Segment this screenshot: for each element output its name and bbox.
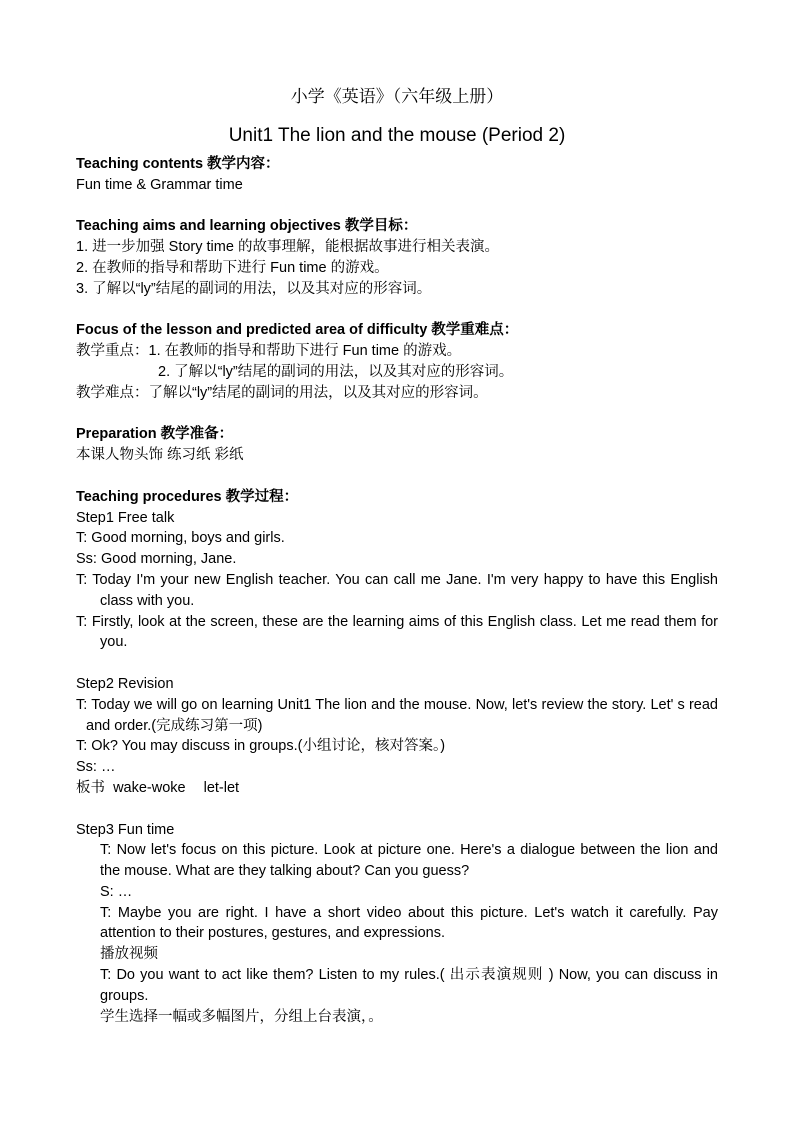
preparation-heading: Preparation 教学准备： [76, 426, 234, 443]
focus-difficulty: 教学难点：了解以“ly”结尾的副词的用法，以及其对应的形容词。 [76, 384, 488, 401]
contents-text: Fun time & Grammar time [76, 176, 243, 193]
subject-title: 小学《英语》（六年级上册） [290, 87, 504, 106]
board-item: wake-woke [113, 779, 186, 796]
aims-item: 1. 进一步加强 Story time 的故事理解，能根据故事进行相关表演。 [76, 239, 499, 256]
preparation-text: 本课人物头饰 练习纸 彩纸 [76, 447, 244, 464]
aims-item: 3. 了解以“ly”结尾的副词的用法，以及其对应的形容词。 [76, 280, 432, 297]
dialogue-line: T: Today I'm your new English teacher. You can call me Jane. I'm very happy to have this English class with you. [76, 571, 718, 609]
dialogue-line: 播放视频 [100, 946, 158, 963]
step3-title: Step3 Fun time [76, 821, 175, 838]
dialogue-line: T: Now let's focus on this picture. Look at picture one. Here's a dialogue between the lion and the mouse. What are they talking about? Can you guess? [100, 842, 718, 880]
aims-item: 2. 在教师的指导和帮助下进行 Fun time 的游戏。 [76, 259, 389, 276]
dialogue-line: S: … [100, 883, 133, 900]
step2-title: Step2 Revision [76, 675, 174, 692]
board-label: 板书 [76, 779, 105, 796]
focus-heading: Focus of the lesson and predicted area of difficulty 教学重难点： [76, 322, 519, 339]
contents-heading: Teaching contents 教学内容： [76, 156, 280, 172]
dialogue-line: 学生选择一幅或多幅图片，分组上台表演，。 [100, 1008, 383, 1025]
dialogue-line: T: Good morning, boys and girls. [76, 530, 285, 547]
dialogue-line: T: Do you want to act like them? Listen to my rules.( 出示表演规则 ) Now, you can discuss in groups. [100, 967, 718, 1004]
board-line [76, 778, 718, 799]
focus-key-line1: 教学重点：1. 在教师的指导和帮助下进行 Fun time 的游戏。 [76, 343, 462, 360]
dialogue-line: Ss: … [76, 759, 116, 776]
aims-heading: Teaching aims and learning objectives 教学目标： [76, 218, 418, 235]
unit-title: Unit1 The lion and the mouse (Period 2) [228, 125, 566, 146]
procedures-heading: Teaching procedures 教学过程： [76, 488, 299, 505]
dialogue-line: T: Today we will go on learning Unit1 The lion and the mouse. Now, let's review the story. Let' s read and order.(完成练习第一项) [76, 696, 718, 734]
dialogue-line: Ss: Good morning, Jane. [76, 551, 237, 568]
step1-title: Step1 Free talk [76, 509, 175, 526]
dialogue-line: T: Maybe you are right. I have a short video about this picture. Let's watch it carefully. Pay attention to their postures, gestures, and expressions. [100, 904, 718, 942]
document-page [76, 86, 718, 1027]
focus-key-line2: 2. 了解以“ly”结尾的副词的用法，以及其对应的形容词。 [158, 363, 514, 380]
dialogue-line: T: Firstly, look at the screen, these are the learning aims of this English class. Let me read them for you. [76, 613, 718, 651]
dialogue-line: T: Ok? You may discuss in groups.(小组讨论，核对答案。) [76, 738, 446, 755]
board-item: let-let [203, 779, 240, 796]
